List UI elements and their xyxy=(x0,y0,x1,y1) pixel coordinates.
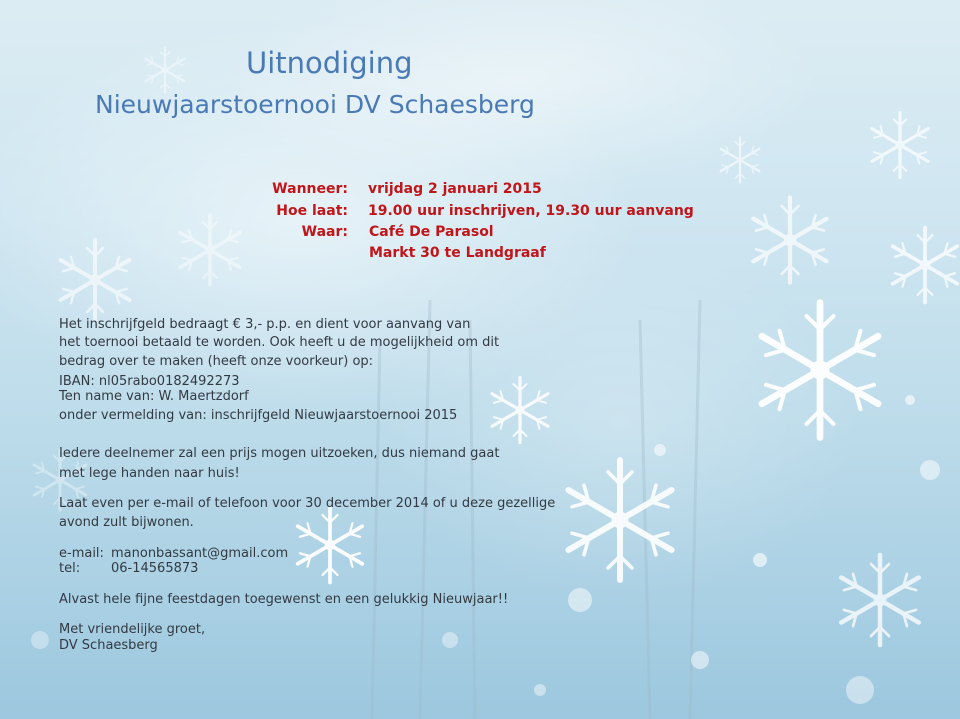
when-value: vrijdag 2 januari 2015 xyxy=(368,181,542,197)
fee-line-1: Het inschrijfgeld bedraagt € 3,- p.p. en dient voor aanvang van xyxy=(59,317,471,332)
where-venue: Café De Parasol xyxy=(369,224,494,240)
phone-label: tel: xyxy=(59,561,81,576)
invitation-title: Uitnodiging xyxy=(246,46,413,80)
prize-line-2: met lege handen naar huis! xyxy=(59,466,240,481)
email-label: e-mail: xyxy=(59,546,104,561)
account-holder: Ten name van: W. Maertzdorf xyxy=(59,389,249,404)
prize-line-1: Iedere deelnemer zal een prijs mogen uitzoeken, dus niemand gaat xyxy=(59,446,500,461)
time-label: Hoe laat: xyxy=(276,203,348,219)
rsvp-line-2: avond zult bijwonen. xyxy=(59,515,194,530)
where-label: Waar: xyxy=(301,224,348,240)
fee-line-3: bedrag over te maken (heeft onze voorkeur) op: xyxy=(59,354,374,369)
holiday-wishes: Alvast hele fijne feestdagen toegewenst en een gelukkig Nieuwjaar!! xyxy=(59,592,509,607)
fee-line-2: het toernooi betaald te worden. Ook heeft u de mogelijkheid om dit xyxy=(59,335,500,350)
email-address: manonbassant@gmail.com xyxy=(111,546,289,561)
where-address: Markt 30 te Landgraaf xyxy=(369,245,546,261)
time-value: 19.00 uur inschrijven, 19.30 uur aanvang xyxy=(368,203,694,219)
event-name: Nieuwjaarstoernooi DV Schaesberg xyxy=(95,90,535,119)
payment-reference: onder vermelding van: inschrijfgeld Nieuwjaarstoernooi 2015 xyxy=(59,408,458,423)
closing-greeting: Met vriendelijke groet, xyxy=(59,622,206,637)
phone-number: 06-14565873 xyxy=(111,561,199,576)
when-label: Wanneer: xyxy=(272,181,348,197)
closing-signature: DV Schaesberg xyxy=(59,638,158,653)
rsvp-line-1: Laat even per e-mail of telefoon voor 30 december 2014 of u deze gezellige xyxy=(59,496,556,511)
iban: IBAN: nl05rabo0182492273 xyxy=(59,374,240,389)
